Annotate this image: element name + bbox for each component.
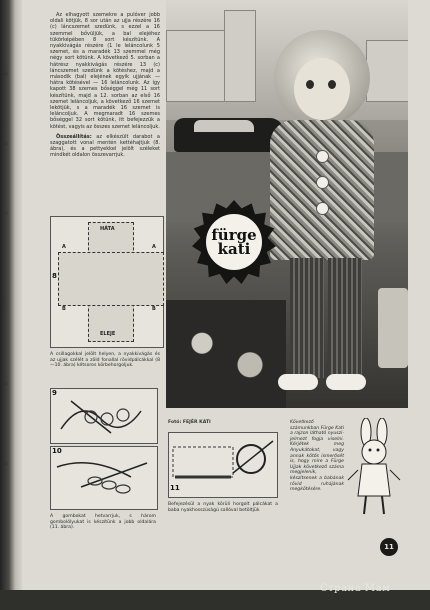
photo-building <box>366 40 408 102</box>
doll-shoe <box>326 374 366 390</box>
caption-11: Befejezésül a nyak körüli horgolt pálcákat a baba nyakhosszúságú sallóval betöltjük <box>168 502 278 513</box>
figure-number: 9 <box>52 389 57 397</box>
crochet-stitch-illustration <box>51 389 157 443</box>
pattern-label-a: A <box>152 244 156 250</box>
logo-word-1: fürge <box>211 226 257 244</box>
doll-photo <box>166 0 408 408</box>
pattern-label-top: HÁTA <box>100 226 115 232</box>
caption-10: A gombokat hetvarrjuk, s három gombolólyukat is készítünk a jobb oldalára (11. ábra). <box>50 514 156 531</box>
doll-eye <box>328 80 336 89</box>
pattern-label-bottom: ELEJE <box>100 331 116 337</box>
doll-eye <box>306 80 314 89</box>
coat-button <box>316 150 329 163</box>
figure-number: 8 <box>52 272 57 280</box>
caption-8: A csillagokkal jelölt helyen, a nyakkivágás és az ujjak szélét a zöld fonallal rövidpálcákkal (8—10. ábra) kétsoros körbehorgoljuk. <box>50 352 160 369</box>
photo-tower <box>224 10 256 102</box>
margin-mark: a <box>4 460 8 467</box>
next-issue-note: Következő számunkban Fürge Kati a rajzon látható nyuszi-jelmezt fogja viselni. Kérjétek meg Anyukátokat, vagy annak kötős ismerősét is, hogy mire a Fürge Ujjak következő száma megjelenik, készítsenek a babának rövid ruhájának megkötésére. <box>290 420 344 493</box>
site-watermark: Страна Мам <box>320 583 391 594</box>
edging-illustration <box>169 433 277 497</box>
photo-credit: Fotó: FEJÉR KATI <box>168 420 211 425</box>
crochet-chain-illustration <box>51 447 157 509</box>
coat-button <box>316 202 329 215</box>
margin-mark: a <box>4 70 8 77</box>
doll-pants-left <box>290 258 324 378</box>
stitch-diagram-9 <box>50 388 158 444</box>
paragraph-body: az elkészült darabot a szaggatott vonal mentén kettéhajtjuk (8. ábra), és a pettyekkel jelölt széleket mindkét oldalon összevarrjuk. <box>50 133 160 159</box>
figure-number: 10 <box>52 447 62 455</box>
photo-decoration <box>378 288 408 368</box>
photo-building <box>166 30 228 102</box>
bunny-costume-illustration <box>344 418 404 518</box>
page-number: 11 <box>380 538 398 556</box>
figure-number: 11 <box>170 484 180 492</box>
doll-knit-coat <box>270 120 374 260</box>
furge-kati-logo <box>206 214 262 270</box>
photo-flowers <box>166 300 286 408</box>
pattern-label-b: B <box>62 306 66 312</box>
doll-pants-right <box>328 258 362 378</box>
pattern-label-a: A <box>62 244 66 250</box>
pattern-label-b: B <box>152 306 156 312</box>
article-paragraph <box>50 134 160 159</box>
article-column <box>50 12 160 163</box>
margin-mark: a <box>4 140 8 147</box>
margin-mark: l <box>4 300 6 307</box>
margin-mark: a <box>4 210 8 217</box>
logo-word-2: kati <box>217 240 251 258</box>
photo-car-window <box>194 120 254 132</box>
doll-face <box>294 58 350 120</box>
article-paragraph: Az elhagyott szemekre a pulóver jobb oldali kötjük, 8 sor után az ujja részére 16 (c) láncszemet szedünk, s ezzel a 16 szemmel bővüljük, a bal elejéhez tükörképében 8 sort készítünk. A nyakkivágás részére (1 le leláncolunk 5 szemet, és a maradék 13 szemmel még négy sort kötünk. A következő 5. sorban a hátrész nyakkivágás részére 13 (c) láncszemet szedünk a kötéshez, majd a második (bal) elejének egyik ujjának — hátra kötésével — 16 leláncolunk. Az így kapott 38 szemes bőséggel még 11 sort készítünk, majd a 12. sorban az első 16 szemet leláncoljuk, a következő 16 szemet lekötjük, s a maradék 16 szemet is leláncoljuk. A megmaradt 16 szemes bőséggel 32 sort kötünk, itt befejezzük a kötést, vagyis az összes szemet leláncoljuk. <box>50 12 160 130</box>
pattern-horizontal-piece <box>58 252 164 306</box>
doll-shoe <box>278 374 318 390</box>
margin-mark: a <box>4 380 8 387</box>
stitch-diagram-10 <box>50 446 158 510</box>
stitch-diagram-11 <box>168 432 278 498</box>
coat-button <box>316 176 329 189</box>
paragraph-lead: Összeállítás: <box>56 133 92 140</box>
